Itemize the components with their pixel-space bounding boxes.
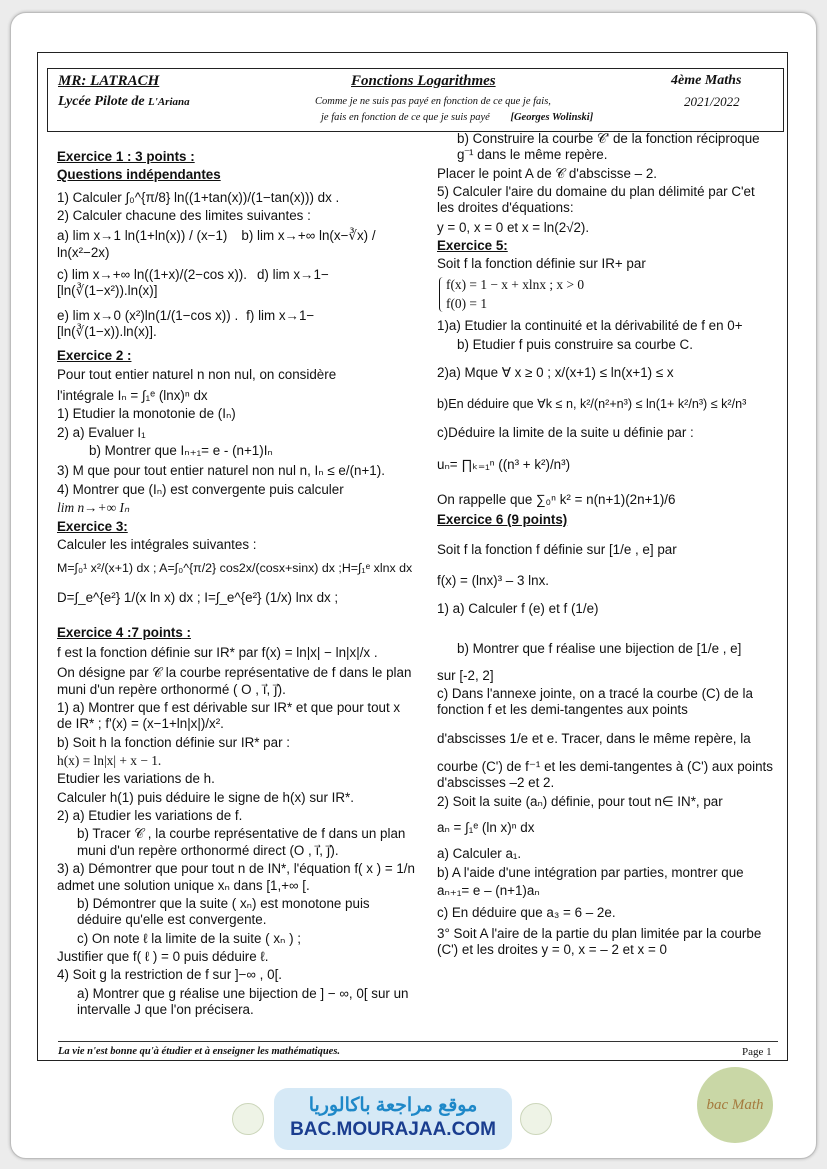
- ex6-line-15: 3° Soit A l'aire de la partie du plan limitée par la courbe (C') et les droites y = 0, x = – 2 et x = 0: [437, 925, 762, 958]
- document-header: [47, 68, 784, 132]
- level: 4ème Maths: [671, 73, 742, 88]
- ex6-line-14: c) En déduire que a₃ = 6 – 2e.: [437, 905, 616, 921]
- ex6-line-5: sur [-2, 2]: [437, 667, 494, 683]
- ex4-line-3: 1) a) Montrer que f est dérivable sur IR* et que pour tout x de IR* ; f'(x) = (x−1+ln|x|)/x².: [57, 700, 401, 732]
- ex2-line-6: 3) M que pour tout entier naturel non nul n, Iₙ ≤ e/(n+1).: [57, 462, 385, 478]
- ex1-question-1: 1) Calculer ∫₀^{π/8} ln((1+tan(x))/(1−tan(x))) dx .: [57, 189, 340, 205]
- ex6-line-3: 1) a) Calculer f (e) et f (1/e): [437, 600, 599, 616]
- ex1-limit-a: a) lim x→1 ln(1+ln(x)) / (x−1): [57, 228, 228, 244]
- right-column: [437, 131, 775, 960]
- exercise-3-title: Exercice 3:: [57, 518, 128, 534]
- ex4-cont-2: Placer le point A de 𝒞 d'abscisse – 2.: [437, 165, 658, 181]
- ex3-integrals-2: D=∫_e^{e²} 1/(x ln x) dx ; I=∫_e^{e²} (1/x) lnx dx ;: [57, 590, 339, 606]
- ex6-line-12: b) A l'aide d'une intégration par parties, montrer que: [437, 864, 744, 880]
- ex6-line-9: 2) Soit la suite (aₙ) définie, pour tout n∈ IN*, par: [437, 793, 723, 809]
- ex5-line-2: 1)a) Etudier la continuité et la dérivabilité de f en 0+: [437, 318, 743, 334]
- ex2-line-1: Pour tout entier naturel n non nul, on considère: [57, 366, 337, 382]
- ex4-line-1: f est la fonction définie sur IR* par f(x) = ln|x| − ln|x|/x .: [57, 645, 378, 661]
- exercise-1-title: Exercice 1 : 3 points :: [57, 149, 195, 164]
- ex2-line-3: 1) Etudier la monotonie de (Iₙ): [57, 406, 236, 422]
- ex1-limit-f: f) lim x→1− [ln(∛(1−x)).ln(x)].: [57, 307, 315, 340]
- ex1-limits-ef: [57, 308, 415, 341]
- exercise-5-title: Exercice 5:: [437, 238, 508, 254]
- ex6-line-8: courbe (C') de f⁻¹ et les demi-tangentes à (C') aux points d'abscisses –2 et 2.: [437, 758, 773, 791]
- ex4-line-4: b) Soit h la fonction définie sur IR* par :: [57, 734, 290, 750]
- author: MR: LATRACH: [58, 73, 160, 89]
- site-name-arabic: موقع مراجعة باكالوريا: [308, 1095, 478, 1116]
- ex4-line-6: Etudier les variations de h.: [57, 771, 215, 787]
- ex1-limit-b: b) lim x→+∞ ln(x−∛x) / ln(x²−2x): [57, 228, 376, 260]
- site-logo-left-icon: [232, 1103, 264, 1135]
- site-url[interactable]: BAC.MOURAJAA.COM: [290, 1119, 496, 1140]
- footer-motto: La vie n'est bonne qu'à étudier et à enseigner les mathématiques.: [58, 1046, 341, 1057]
- ex4-line-14: 4) Soit g la restriction de f sur ]−∞ , 0[.: [57, 967, 283, 983]
- ex5-piece-1: f(x) = 1 − x + xlnx ; x > 0: [446, 276, 585, 292]
- ex5-line-6: c)Déduire la limite de la suite u définie par :: [437, 424, 694, 440]
- ex2-line-2: l'intégrale Iₙ = ∫₁ᵉ (lnx)ⁿ dx: [57, 388, 208, 404]
- ex4-line-9: b) Tracer 𝒞 , la courbe représentative de f dans un plan muni d'un repère orthonormé direct (O , i⃗, j⃗).: [77, 826, 406, 858]
- ex5-line-5: b)En déduire que ∀k ≤ n, k²/(n²+n³) ≤ ln(1+ k²/n³) ≤ k²/n³: [437, 397, 747, 412]
- ex5-line-8: On rappelle que ∑₀ⁿ k² = n(n+1)(2n+1)/6: [437, 491, 676, 507]
- school-year: 2021/2022: [684, 94, 740, 109]
- ex1-limit-e: e) lim x→0 (x²)ln(1/(1−cos x)) .: [57, 307, 239, 323]
- school-city: L'Ariana: [148, 96, 190, 108]
- quote-author: [Georges Wolinski]: [510, 112, 594, 123]
- ex1-limit-c: c) lim x→+∞ ln((1+x)/(2−cos x)).: [57, 267, 247, 283]
- ex6-line-13: aₙ₊₁= e – (n+1)aₙ: [437, 883, 540, 899]
- ex1-limits-ab: [57, 228, 415, 261]
- ex5-line-7: uₙ= ∏ₖ₌₁ⁿ ((n³ + k²)/n³): [437, 457, 571, 473]
- ex6-line-1: Soit f la fonction f définie sur [1/e , e] par: [437, 542, 677, 558]
- document-title: Fonctions Logarithmes: [351, 73, 496, 89]
- ex4-line-15: a) Montrer que g réalise une bijection de ] − ∞, 0[ sur un intervalle J que l'on précisera.: [77, 985, 409, 1017]
- ex1-limit-d: d) lim x→1− [ln(∛(1−x²)).ln(x)]: [57, 267, 329, 299]
- ex4-cont-4: y = 0, x = 0 et x = ln(2√2).: [437, 219, 590, 235]
- ex6-line-4: b) Montrer que f réalise une bijection de [1/e , e]: [457, 641, 742, 657]
- ex4-line-11: b) Démontrer que la suite ( xₙ) est monotone puis déduire qu'elle est convergente.: [77, 895, 370, 928]
- school-name: Lycée Pilote de: [58, 94, 145, 109]
- ex6-line-6: c) Dans l'annexe jointe, on a tracé la courbe (C) de la fonction f et les demi-tangentes aux points: [437, 685, 753, 718]
- left-column: [57, 149, 415, 1020]
- ex5-line-4: 2)a) Mque ∀ x ≥ 0 ; x/(x+1) ≤ ln(x+1) ≤ x: [437, 365, 674, 381]
- ex4-line-2: On désigne par 𝒞 la courbe représentative de f dans le plan muni d'un repère orthonormé ( O , i⃗, j⃗).: [57, 665, 412, 697]
- page-number: Page 1: [742, 1046, 772, 1058]
- ex4-cont-3: 5) Calculer l'aire du domaine du plan délimité par C'et les droites d'équations:: [437, 184, 755, 216]
- ex5-piece-2: f(0) = 1: [446, 296, 488, 312]
- ex3-line-1: Calculer les intégrales suivantes :: [57, 536, 257, 552]
- quote-line-2: [321, 112, 593, 123]
- ex5-piecewise: [439, 277, 775, 313]
- exercise-2-title: Exercice 2 :: [57, 348, 132, 364]
- ex5-line-3: b) Etudier f puis construire sa courbe C.: [457, 336, 693, 352]
- ex3-integrals-1: M=∫₀¹ x²/(x+1) dx ; A=∫₀^{π/2} cos2x/(cosx+sinx) dx ;H=∫₁ᵉ xlnx dx: [57, 561, 413, 576]
- quote-line-1: Comme je ne suis pas payé en fonction de ce que je fais,: [315, 96, 551, 107]
- ex6-line-7: d'abscisses 1/e et e. Tracer, dans le même repère, la: [437, 730, 751, 746]
- ex2-line-4: 2) a) Evaluer I₁: [57, 424, 146, 440]
- exercise-4-title: Exercice 4 :7 points :: [57, 624, 191, 640]
- exercise-1-subtitle: Questions indépendantes: [57, 167, 221, 183]
- ex4-line-5: h(x) = ln|x| + x − 1.: [57, 753, 162, 769]
- ex1-limits-cd: [57, 267, 415, 300]
- ex2-line-5: b) Montrer que Iₙ₊₁= e - (n+1)Iₙ: [89, 443, 273, 459]
- ex4-line-10: 3) a) Démontrer que pour tout n de IN*, l'équation f( x ) = 1/n admet une solution unique xₙ dans [1,+∞ [.: [57, 861, 415, 893]
- ex4-line-8: 2) a) Etudier les variations de f.: [57, 808, 243, 824]
- ex4-cont-1: b) Construire la courbe 𝒞' de la fonction réciproque g⁻¹ dans le même repère.: [457, 131, 760, 163]
- ex6-line-10: aₙ = ∫₁ᵉ (ln x)ⁿ dx: [437, 819, 535, 835]
- ex1-question-2: 2) Calculer chacune des limites suivantes :: [57, 208, 311, 224]
- ex4-line-12: c) On note ℓ la limite de la suite ( xₙ ) ;: [77, 930, 301, 946]
- ex6-line-11: a) Calculer a₁.: [437, 846, 522, 862]
- ex5-line-1: Soit f la fonction définie sur IR+ par: [437, 256, 646, 272]
- ex4-line-7: Calculer h(1) puis déduire le signe de h(x) sur IR*.: [57, 789, 354, 805]
- ex4-line-13: Justifier que f( ℓ ) = 0 puis déduire ℓ.: [57, 948, 269, 964]
- exercise-6-title: Exercice 6 (9 points): [437, 511, 568, 527]
- site-logo-right-icon: [520, 1103, 552, 1135]
- ex2-line-8: lim n→+∞ Iₙ: [57, 500, 130, 516]
- footer-divider: [58, 1041, 778, 1042]
- ex6-line-2: f(x) = (lnx)³ – 3 lnx.: [437, 572, 549, 588]
- site-banner[interactable]: [274, 1088, 512, 1150]
- bac-math-logo: bac Math: [697, 1067, 773, 1143]
- school: [58, 94, 190, 110]
- quote-text: je fais en fonction de ce que je suis payé: [321, 112, 490, 123]
- ex2-line-7: 4) Montrer que (Iₙ) est convergente puis calculer: [57, 481, 344, 497]
